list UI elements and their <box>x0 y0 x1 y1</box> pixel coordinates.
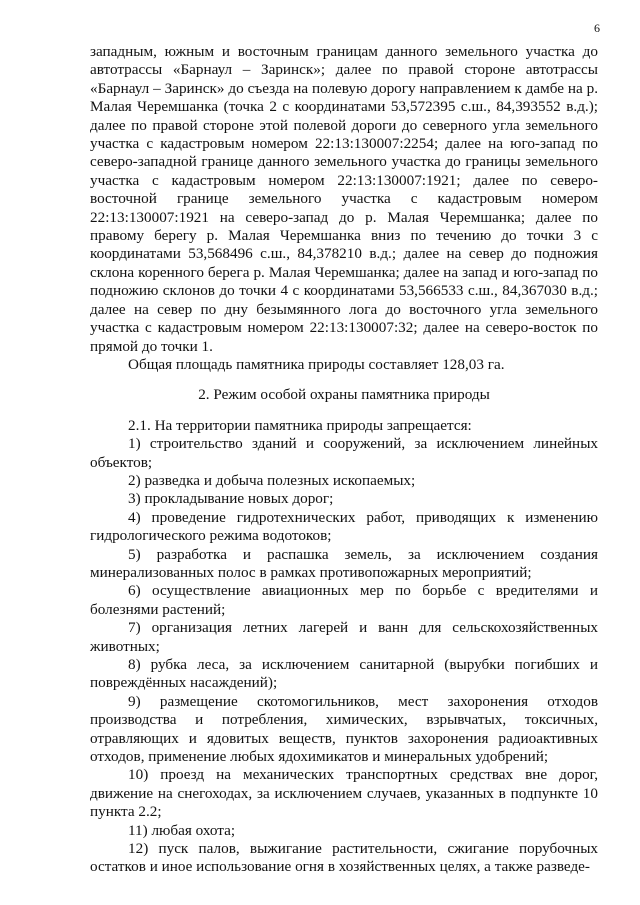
list-item: 4) проведение гидротехнических работ, приводящих к изменению гидрологического режима водотоков; <box>90 508 598 545</box>
list-item: 3) прокладывание новых дорог; <box>128 490 334 508</box>
prohibitions-list <box>90 435 598 877</box>
list-item: 7) организация летних лагерей и ванн для сельскохозяйственных животных; <box>90 619 598 655</box>
list-item: 5) разработка и распашка земель, за исключением создания минерализованных полос в рамках противопожарных мероприятий; <box>90 545 598 581</box>
list-item: 10) проезд на механических транспортных средствах вне дорог, движение на снегоходах, за исключением случаев, указанных в подпункте 10 пункта 2.2; <box>90 766 598 821</box>
list-item: 9) размещение скотомогильников, мест захоронения отходов производства и потребления, химических, взрывчатых, токсичных, отравляющих и ядовитых веществ, пунктов захоронения радиоактивных отходов, применение любых ядохимикатов и минеральных удобрений; <box>90 692 598 766</box>
list-item: 6) осуществление авиационных мер по борьбе с вредителями и болезнями растений; <box>90 582 598 618</box>
list-item: 12) пуск палов, выжигание растительности, сжигание порубочных остатков и иное использование огня в хозяйственных целях, а также разведе- <box>90 840 598 876</box>
list-item: 8) рубка леса, за исключением санитарной (вырубки погибших и повреждённых насаждений); <box>90 656 598 692</box>
subsection-intro: 2.1. На территории памятника природы запрещается: <box>128 416 472 434</box>
list-item: 2) разведка и добыча полезных ископаемых; <box>128 471 416 489</box>
document-body <box>90 43 598 877</box>
section-heading: 2. Режим особой охраны памятника природы <box>198 386 490 404</box>
boundary-description-paragraph: западным, южным и восточным границам данного земельного участка до автотрассы «Барнаул – Заринск»; далее по правой стороне автотрассы «Барнаул – Заринск» до съезда на полевую дорогу направлением к дамбе на р. Малая Черемшанка (точка 2 с координатами 53,572395 с.ш., 84,393552 в.д.); далее по правой стороне этой полевой дороги до северного угла земельного участка с кадастровым номером 22:13:130007:2254; далее на юго-запад по северо-западной границе данного земельного участка до границы земельного участка с кадастровым номером 22:13:130007:1921; далее по северо-восточной границе земельного участка с кадастровым номером 22:13:130007:1921 на северо-запад до р. Малая Черемшанка; далее по правому берегу р. Малая Черемшанка вниз по течению до точки 3 с координатами 53,568496 с.ш., 84,378210 в.д.; далее на север до подножия склона коренного берега р. Малая Черемшанка; далее на запад и юго-запад по подножию склонов до точки 4 с координатами 53,566533 с.ш., 84,367030 в.д.; далее на север по дну безымянного лога до восточного угла земельного участка с кадастровым номером 22:13:130007:32; далее на северо-восток по прямой до точки 1. <box>90 43 598 355</box>
total-area-paragraph: Общая площадь памятника природы составляет 128,03 га. <box>128 355 505 373</box>
list-item: 11) любая охота; <box>128 821 236 839</box>
list-item: 1) строительство зданий и сооружений, за исключением линейных объектов; <box>90 435 598 471</box>
page-number: 6 <box>594 21 600 35</box>
